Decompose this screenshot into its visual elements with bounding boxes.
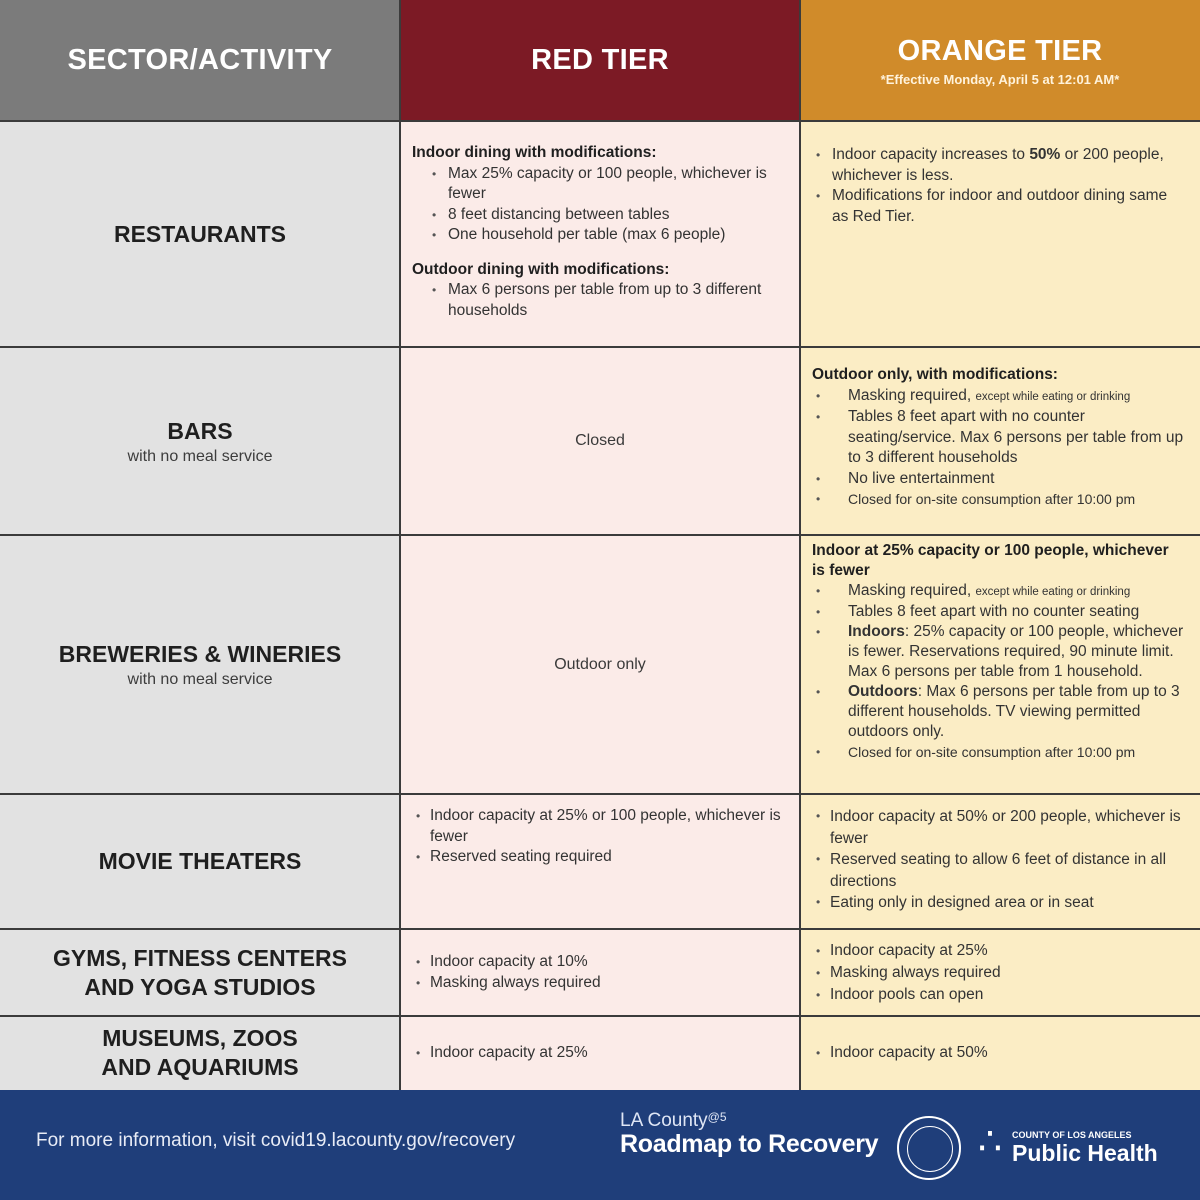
sector-name: GYMS, FITNESS CENTERS AND YOGA STUDIOS [53, 944, 347, 1000]
row-divider [0, 793, 1200, 795]
roadmap-title: Roadmap to Recovery [620, 1130, 879, 1158]
header-red-tier-label: RED TIER [531, 44, 669, 76]
list-item [812, 622, 1184, 682]
red-breweries [400, 535, 800, 794]
list-item: • No live entertainment [812, 469, 1184, 490]
section-heading: Indoor dining with modifications: [412, 144, 657, 161]
sector-movie-theaters [0, 794, 400, 929]
list-item: • Indoor capacity at 25% [412, 1043, 588, 1064]
sector-subtitle: with no meal service [127, 447, 273, 465]
status-text: Closed [575, 432, 625, 449]
public-health-name: Public Health [1012, 1140, 1158, 1166]
header-orange-tier-label: ORANGE TIER [897, 34, 1103, 67]
row-divider [0, 346, 1200, 348]
list-item: • Closed for on-site consumption after 10:00 pm [812, 742, 1184, 762]
text-part: Indoor capacity increases to [832, 146, 1030, 163]
public-health-county: COUNTY OF LOS ANGELES [1012, 1130, 1132, 1140]
list-item: • Modifications for indoor and outdoor dining same as Red Tier. [812, 186, 1184, 227]
red-museums [400, 1016, 800, 1090]
list-item: • Indoor capacity at 25% [812, 940, 1001, 962]
sector-bars [0, 347, 400, 535]
sector-gyms [0, 929, 400, 1016]
text-part: Masking required, [848, 386, 972, 404]
header-sector-label: SECTOR/ACTIVITY [67, 44, 333, 76]
emphasis-text: 50% [1029, 146, 1061, 163]
red-restaurants [400, 121, 800, 347]
list-item: • Indoor capacity at 25% or 100 people, whichever is fewer [412, 806, 784, 847]
note-text: except while eating or drinking [975, 586, 1131, 598]
header-orange-tier [800, 0, 1200, 121]
text-part: : 25% capacity or 100 people, whichever is fewer. Reservations required, 90 minute limit. Max 6 persons per table from 1 household. [848, 623, 1184, 680]
orange-bars [800, 347, 1200, 535]
sector-name: BARS [167, 417, 233, 444]
list-item [812, 682, 1184, 742]
section-heading: Indoor at 25% capacity or 100 people, whichever is fewer [812, 542, 1169, 579]
red-movie-theaters [400, 794, 800, 929]
section-heading: Outdoor dining with modifications: [412, 260, 670, 278]
list-item: • Max 25% capacity or 100 people, whichever is fewer [412, 164, 784, 205]
list-item: • Reserved seating required [412, 847, 784, 868]
orange-breweries [800, 535, 1200, 794]
sector-name: MUSEUMS, ZOOS AND AQUARIUMS [101, 1025, 299, 1080]
sector-name: BREWERIES & WINERIES [58, 641, 342, 667]
red-gyms [400, 929, 800, 1016]
header-sector [0, 0, 400, 121]
text-part: or 200 people, whichever is less. [832, 146, 1164, 184]
header-orange-effective: *Effective Monday, April 5 at 12:01 AM* [880, 71, 1120, 87]
list-item: • Indoor pools can open [812, 984, 1001, 1006]
list-item: • Masking always required [812, 962, 1001, 984]
county-seal-icon [897, 1116, 961, 1180]
list-item [812, 386, 1184, 408]
roadmap-logo [620, 1110, 878, 1159]
column-divider [399, 0, 401, 1090]
list-item [812, 145, 1184, 186]
list-item: • Reserved seating to allow 6 feet of distance in all directions [812, 849, 1184, 892]
row-divider [0, 1015, 1200, 1017]
red-bars [400, 347, 800, 535]
section-heading: Outdoor only, with modifications: [812, 366, 1058, 383]
sector-restaurants [0, 121, 400, 347]
list-item: • Indoor capacity at 50% [812, 1043, 988, 1064]
footer-info-link[interactable]: For more information, visit covid19.lacounty.gov/recovery [36, 1130, 516, 1151]
sector-name: MOVIE THEATERS [98, 848, 302, 874]
text-part: : Max 6 persons per table from up to 3 different households. TV viewing permitted outdoors only. [848, 683, 1180, 740]
list-item: • Closed for on-site consumption after 10:00 pm [812, 489, 1184, 510]
orange-restaurants [800, 121, 1200, 347]
public-health-icon: ∴ [978, 1121, 1003, 1163]
sector-subtitle: with no meal service [127, 671, 273, 688]
sector-museums [0, 1016, 400, 1090]
list-item: • Tables 8 feet apart with no counter seating [812, 602, 1184, 622]
header-red-tier [400, 0, 800, 121]
la-county-mark: @5 [707, 1110, 727, 1124]
sector-breweries [0, 535, 400, 794]
note-text: except while eating or drinking [975, 390, 1131, 403]
list-item: • Masking always required [412, 973, 601, 994]
orange-movie-theaters [800, 794, 1200, 929]
orange-museums [800, 1016, 1200, 1090]
list-item: • Eating only in designed area or in seat [812, 892, 1184, 914]
emphasis-text: Indoors [848, 623, 905, 640]
row-divider [0, 928, 1200, 930]
list-item: • One household per table (max 6 people) [412, 225, 784, 246]
text-part: Masking required, [848, 582, 972, 599]
list-item: • Indoor capacity at 50% or 200 people, whichever is fewer [812, 806, 1184, 849]
list-item [812, 581, 1184, 602]
row-divider [0, 534, 1200, 536]
status-text: Outdoor only [554, 655, 646, 673]
la-county-text: LA County [620, 1110, 708, 1131]
emphasis-text: Outdoors [848, 683, 918, 700]
sector-name: RESTAURANTS [113, 220, 287, 247]
list-item: • Tables 8 feet apart with no counter seating/service. Max 6 persons per table from up to 3 different households [812, 407, 1184, 469]
list-item: • Indoor capacity at 10% [412, 952, 601, 973]
orange-gyms [800, 929, 1200, 1016]
column-divider [799, 0, 801, 1090]
list-item: • Max 6 persons per table from up to 3 different households [412, 280, 784, 321]
list-item: • 8 feet distancing between tables [412, 205, 784, 226]
row-divider [0, 120, 1200, 122]
